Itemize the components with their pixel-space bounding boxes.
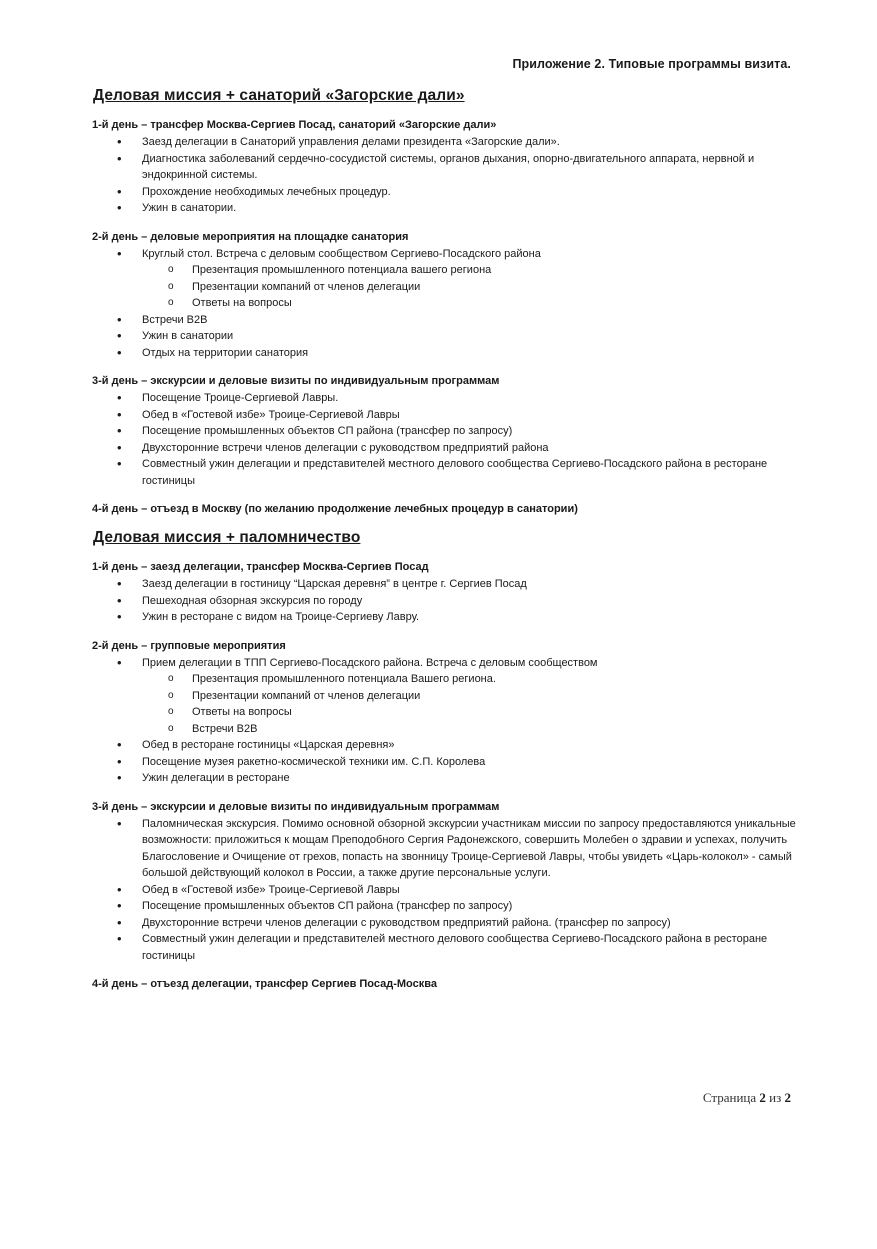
list-item-text: Посещение Троице-Сергиевой Лавры. [142,392,339,404]
sub-list-item: o Презентации компаний от членов делегации [142,688,797,705]
list-item-text: Встречи B2B [142,313,208,326]
mission-title: Деловая миссия + санаторий «Загорские дали» [93,87,465,104]
list-item-text: Обед в «Гостевой избе» Троице-Сергиевой Лавры [142,408,400,421]
list-item-text: Диагностика заболеваний сердечно-сосудистой системы, органов дыхания, опорно-двигательного аппарата, нервной и эндокринной системы. [142,152,755,181]
appendix-title: Приложение 2. Типовые программы визита. [512,57,791,71]
list-item [92,882,797,899]
list-item-text: Посещение промышленных объектов СП района (трансфер по запросу) [142,900,513,912]
list-item [92,593,797,610]
sub-list-item: o Ответы на вопросы [142,295,797,312]
list-item-text: Ужин в санатории [142,330,234,342]
list-item [92,246,797,312]
list-item-text: Ужин делегации в ресторане [142,772,290,784]
list-item [92,609,797,626]
list-item [92,312,797,329]
page-number [703,1090,791,1106]
mission-title: Деловая миссия + паломничество [93,529,361,546]
day-block [92,231,797,362]
list-item-text: Совместный ужин делегации и представителей местного делового сообщества Сергиево-Посадского района в ресторане гостиницы [142,933,768,962]
item-list [92,246,797,362]
day-block [92,119,797,217]
day-heading: 3-й день – экскурсии и деловые визиты по индивидуальным программам [92,800,500,813]
day-heading: 3-й день – экскурсии и деловые визиты по индивидуальным программам [92,375,500,387]
list-item-text: Отдых на территории санатория [142,346,309,359]
list-item-text: Ужин в санатории. [142,202,237,214]
list-item-text: Пешеходная обзорная экскурсия по городу [142,594,363,607]
list-item-text: Совместный ужин делегации и представителей местного делового сообщества Сергиево-Посадского района в ресторане гостиницы [142,458,768,487]
day-heading: 2-й день – групповые мероприятия [92,639,286,652]
list-item-text: Обед в «Гостевой избе» Троице-Сергиевой Лавры [142,883,400,896]
list-item [92,576,797,593]
list-item [92,184,797,201]
day-heading: 2-й день – деловые мероприятия на площадке санатория [92,230,409,243]
list-item-text: Заезд делегации в гостиницу “Царская деревня” в центре г. Сергиев Посад [142,578,527,590]
list-item-text: Прием делегации в ТПП Сергиево-Посадского района. Встреча с деловым сообществом [142,656,598,669]
list-item [92,440,797,457]
list-item-text: Круглый стол. Встреча с деловым сообществом Сергиево-Посадского района [142,247,541,260]
sub-list-item: o Встречи B2B [142,721,797,738]
sub-list-item: o Ответы на вопросы [142,704,797,721]
list-item-text: Посещение музея ракетно-космической техники им. С.П. Королева [142,755,486,768]
list-item [92,816,797,882]
page-word: Страница [702,1090,757,1105]
list-item-text: Заезд делегации в Санаторий управления делами президента «Загорские дали». [142,136,560,148]
day-heading: 1-й день – трансфер Москва-Сергиев Посад, санаторий «Загорские дали» [92,119,497,131]
item-list [92,576,797,626]
final-day-heading: 4-й день – отъезд в Москву (по желанию продолжение лечебных процедур в санатории) [92,503,578,515]
list-item [92,423,797,440]
list-item [92,737,797,754]
list-item [92,915,797,932]
document-body [92,87,797,990]
item-list [92,134,797,217]
item-list [92,816,797,965]
sub-list-item: o Презентации компаний от членов делегации [142,279,797,296]
final-day-heading: 4-й день – отъезд делегации, трансфер Сергиев Посад-Москва [92,978,437,990]
day-block [92,375,797,489]
list-item [92,200,797,217]
list-item-text: Прохождение необходимых лечебных процедур. [142,185,391,198]
sub-list-item: o Презентация промышленного потенциала Вашего региона. [142,671,797,688]
sub-list-item: o Презентация промышленного потенциала вашего региона [142,262,797,279]
list-item [92,931,797,964]
item-list [92,390,797,489]
page-current: 2 [759,1090,766,1105]
list-item [92,151,797,184]
list-item-text: Двухсторонние встречи членов делегации с руководством предприятий района [142,441,549,454]
item-list [92,655,797,787]
list-item-text: Обед в ресторане гостиницы «Царская деревня» [142,739,395,751]
list-item [92,456,797,489]
list-item [92,770,797,787]
list-item [92,407,797,424]
list-item [92,345,797,362]
page-total: 2 [784,1090,791,1105]
list-item [92,134,797,151]
list-item [92,390,797,407]
sub-list [142,262,797,312]
list-item [92,328,797,345]
list-item [92,655,797,738]
list-item-text: Двухсторонние встречи членов делегации с руководством предприятий района. (трансфер по запросу) [142,916,671,929]
page-of-word: из [769,1090,782,1105]
day-heading: 1-й день – заезд делегации, трансфер Москва-Сергиев Посад [92,561,429,573]
list-item [92,754,797,771]
list-item [92,898,797,915]
day-block [92,561,797,626]
day-block [92,801,797,965]
list-item-text: Паломническая экскурсия. Помимо основной обзорной экскурсии участникам миссии по запросу предоставляются уникальные возможности: приложиться к мощам Преподобного Сергия Радонежского, совершить Молебен о здравии и успехах, получить Благословение и Очищение от грехов, попасть на звонницу Троице-Сергиевой Лавры, чтобы увидеть «Царь-колокол» - самый большой действующий колокол в России, а также другие персональные услуги. [142,817,796,879]
list-item-text: Посещение промышленных объектов СП района (трансфер по запросу) [142,425,513,437]
sub-list [142,671,797,737]
day-block [92,640,797,787]
list-item-text: Ужин в ресторане с видом на Троице-Сергиеву Лавру. [142,611,420,623]
